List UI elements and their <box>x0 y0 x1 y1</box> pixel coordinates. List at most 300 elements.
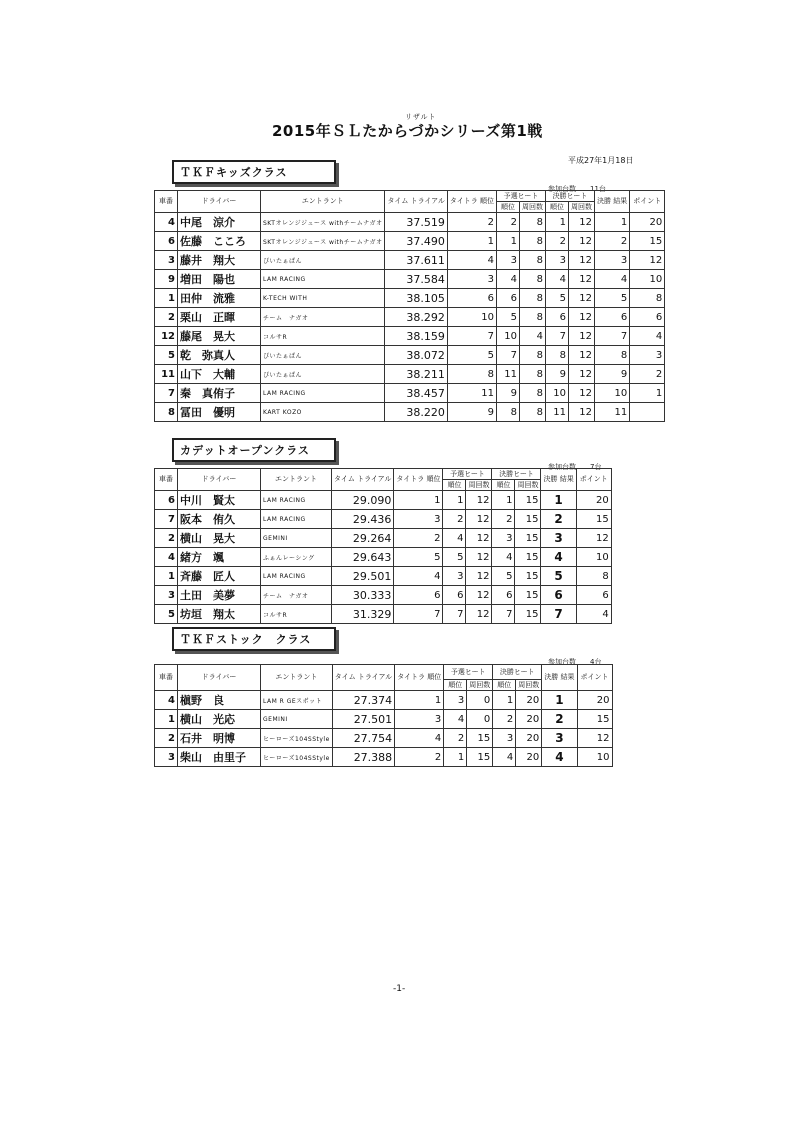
driver-name: 柴山 由里子 <box>178 748 261 767</box>
page-title: 2015年ＳＬたからづかシリーズ第1戦 <box>272 122 543 140</box>
class-title-cadet: カデットオープンクラス <box>172 438 336 462</box>
car-number: 3 <box>155 748 178 767</box>
trial-time: 29.264 <box>332 529 394 548</box>
col-heat-laps: 周回数 <box>466 480 492 491</box>
car-number: 5 <box>155 346 178 365</box>
trial-rank: 7 <box>394 605 443 624</box>
table-row <box>155 529 612 548</box>
col-tt-rank: タイトラ 順位 <box>394 469 443 491</box>
trial-time: 27.388 <box>332 748 394 767</box>
final-rank: 3 <box>545 251 568 270</box>
trial-rank: 2 <box>394 529 443 548</box>
table-row <box>155 384 665 403</box>
heat-laps: 8 <box>519 403 545 422</box>
car-number: 12 <box>155 327 178 346</box>
points: 4 <box>630 327 665 346</box>
final-laps: 12 <box>568 346 594 365</box>
car-number: 7 <box>155 384 178 403</box>
col-tt-rank: タイトラ 順位 <box>447 191 496 213</box>
heat-laps: 8 <box>519 384 545 403</box>
driver-name: 中尾 涼介 <box>178 213 261 232</box>
final-rank: 1 <box>492 491 515 510</box>
trial-time: 37.611 <box>385 251 447 270</box>
trial-time: 38.292 <box>385 308 447 327</box>
col-heat-rank: 順位 <box>496 202 519 213</box>
entrant: LAM RACING <box>261 567 332 586</box>
trial-rank: 4 <box>394 567 443 586</box>
kids-results-table <box>154 190 665 422</box>
entrant: SKTオレンジジュース withチームナガオ <box>261 213 385 232</box>
trial-rank: 1 <box>447 232 496 251</box>
heat-laps: 12 <box>466 510 492 529</box>
car-number: 11 <box>155 365 178 384</box>
final-rank: 2 <box>492 510 515 529</box>
trial-time: 29.090 <box>332 491 394 510</box>
heat-rank: 1 <box>443 491 466 510</box>
col-final: 決勝 結果 <box>541 469 576 491</box>
points: 8 <box>576 567 611 586</box>
cadet-count: 参加台数 7台 <box>548 463 602 471</box>
col-points: ポイント <box>630 191 665 213</box>
entrant: ぴいたぁぱん <box>261 346 385 365</box>
trial-rank: 3 <box>447 270 496 289</box>
final-rank: 2 <box>493 710 516 729</box>
trial-rank: 2 <box>395 748 444 767</box>
driver-name: 冨田 優明 <box>178 403 261 422</box>
table-row <box>155 586 612 605</box>
trial-rank: 6 <box>394 586 443 605</box>
final-rank: 4 <box>493 748 516 767</box>
trial-time: 38.211 <box>385 365 447 384</box>
heat-laps: 12 <box>466 567 492 586</box>
heat-laps: 8 <box>519 308 545 327</box>
car-number: 4 <box>155 213 178 232</box>
final-rank: 4 <box>492 548 515 567</box>
title-ruby: リザルト <box>405 113 437 121</box>
car-number: 4 <box>155 691 178 710</box>
col-no: 車番 <box>155 191 178 213</box>
table-row <box>155 270 665 289</box>
driver-name: 横山 晃大 <box>178 529 261 548</box>
col-time: タイム トライアル <box>332 469 394 491</box>
heat-rank: 4 <box>443 529 466 548</box>
trial-time: 38.220 <box>385 403 447 422</box>
entrant: K-TECH WITH <box>261 289 385 308</box>
final-rank: 6 <box>492 586 515 605</box>
heat-rank: 4 <box>496 270 519 289</box>
driver-name: 阪本 侑久 <box>178 510 261 529</box>
car-number: 9 <box>155 270 178 289</box>
event-date: 平成27年1月18日 <box>568 156 634 165</box>
trial-rank: 7 <box>447 327 496 346</box>
entrant: チーム ナガオ <box>261 586 332 605</box>
entrant: LAM RACING <box>261 510 332 529</box>
final-result: 7 <box>594 327 629 346</box>
car-number: 6 <box>155 232 178 251</box>
car-number: 5 <box>155 605 178 624</box>
car-number: 8 <box>155 403 178 422</box>
points: 10 <box>576 548 611 567</box>
entrant: ぴいたぁぱん <box>261 365 385 384</box>
car-number: 2 <box>155 729 178 748</box>
driver-name: 坊垣 翔太 <box>178 605 261 624</box>
final-result: 4 <box>542 748 577 767</box>
final-laps: 12 <box>568 327 594 346</box>
col-driver: ドライバー <box>178 191 261 213</box>
points: 10 <box>577 748 612 767</box>
final-result: 3 <box>541 529 576 548</box>
trial-time: 29.643 <box>332 548 394 567</box>
trial-time: 29.436 <box>332 510 394 529</box>
points: 6 <box>630 308 665 327</box>
heat-laps: 12 <box>466 586 492 605</box>
table-row <box>155 691 613 710</box>
table-row <box>155 365 665 384</box>
final-rank: 9 <box>545 365 568 384</box>
final-laps: 15 <box>515 567 541 586</box>
points <box>630 403 665 422</box>
driver-name: 田仲 流雅 <box>178 289 261 308</box>
trial-rank: 2 <box>447 213 496 232</box>
col-points: ポイント <box>576 469 611 491</box>
driver-name: 栗山 正暉 <box>178 308 261 327</box>
col-final-laps: 周回数 <box>568 202 594 213</box>
table-row <box>155 327 665 346</box>
final-rank: 7 <box>492 605 515 624</box>
heat-laps: 12 <box>466 548 492 567</box>
driver-name: 藤井 翔大 <box>178 251 261 270</box>
heat-rank: 8 <box>496 403 519 422</box>
trial-time: 30.333 <box>332 586 394 605</box>
driver-name: 増田 陽也 <box>178 270 261 289</box>
trial-rank: 3 <box>394 510 443 529</box>
driver-name: 緒方 颯 <box>178 548 261 567</box>
car-number: 7 <box>155 510 178 529</box>
points: 12 <box>577 729 612 748</box>
col-time: タイム トライアル <box>385 191 447 213</box>
col-final: 決勝 結果 <box>542 665 577 691</box>
col-entrant: エントラント <box>261 469 332 491</box>
col-driver: ドライバー <box>178 665 261 691</box>
heat-laps: 12 <box>466 491 492 510</box>
driver-name: 石井 明博 <box>178 729 261 748</box>
heat-rank: 6 <box>443 586 466 605</box>
driver-name: 藤尾 晃大 <box>178 327 261 346</box>
trial-rank: 9 <box>447 403 496 422</box>
heat-laps: 8 <box>519 365 545 384</box>
final-rank: 10 <box>545 384 568 403</box>
heat-laps: 12 <box>466 529 492 548</box>
heat-rank: 7 <box>496 346 519 365</box>
points: 20 <box>577 691 612 710</box>
driver-name: 横山 光応 <box>178 710 261 729</box>
heat-rank: 9 <box>496 384 519 403</box>
final-rank: 7 <box>545 327 568 346</box>
heat-rank: 3 <box>496 251 519 270</box>
col-tt-rank: タイトラ 順位 <box>395 665 444 691</box>
heat-laps: 8 <box>519 232 545 251</box>
heat-rank: 2 <box>443 510 466 529</box>
heat-rank: 3 <box>443 567 466 586</box>
final-result: 7 <box>541 605 576 624</box>
final-laps: 20 <box>516 710 542 729</box>
table-row <box>155 710 613 729</box>
table-row <box>155 748 613 767</box>
final-laps: 12 <box>568 251 594 270</box>
col-heat-laps: 周回数 <box>519 202 545 213</box>
final-laps: 12 <box>568 308 594 327</box>
points: 8 <box>630 289 665 308</box>
trial-time: 27.754 <box>332 729 394 748</box>
trial-time: 37.519 <box>385 213 447 232</box>
final-result: 2 <box>542 710 577 729</box>
col-final-heat: 決勝ヒート <box>492 469 541 480</box>
col-driver: ドライバー <box>178 469 261 491</box>
heat-laps: 0 <box>467 691 493 710</box>
heat-rank: 1 <box>444 748 467 767</box>
entrant: LAM RACING <box>261 270 385 289</box>
final-laps: 15 <box>515 605 541 624</box>
points: 12 <box>630 251 665 270</box>
driver-name: 斉藤 匠人 <box>178 567 261 586</box>
heat-laps: 12 <box>466 605 492 624</box>
car-number: 3 <box>155 251 178 270</box>
table-row <box>155 510 612 529</box>
final-rank: 3 <box>493 729 516 748</box>
heat-rank: 10 <box>496 327 519 346</box>
points: 10 <box>630 270 665 289</box>
car-number: 6 <box>155 491 178 510</box>
final-laps: 15 <box>515 586 541 605</box>
heat-rank: 3 <box>444 691 467 710</box>
col-heat: 予選ヒート <box>443 469 492 480</box>
final-rank: 8 <box>545 346 568 365</box>
heat-rank: 2 <box>496 213 519 232</box>
entrant: コルサR <box>261 605 332 624</box>
final-laps: 15 <box>515 510 541 529</box>
final-result: 1 <box>542 691 577 710</box>
col-heat-rank: 順位 <box>444 680 467 691</box>
car-number: 1 <box>155 289 178 308</box>
final-result: 10 <box>594 384 629 403</box>
final-rank: 1 <box>545 213 568 232</box>
table-row <box>155 567 612 586</box>
car-number: 1 <box>155 567 178 586</box>
driver-name: 中川 賢太 <box>178 491 261 510</box>
col-heat-laps: 周回数 <box>467 680 493 691</box>
entrant: SKTオレンジジュース withチームナガオ <box>261 232 385 251</box>
final-laps: 12 <box>568 365 594 384</box>
final-rank: 4 <box>545 270 568 289</box>
heat-rank: 1 <box>496 232 519 251</box>
car-number: 2 <box>155 529 178 548</box>
final-laps: 12 <box>568 213 594 232</box>
col-points: ポイント <box>577 665 612 691</box>
entrant: LAM RACING <box>261 384 385 403</box>
page-number: -1- <box>393 984 406 994</box>
entrant: ぴいたぁぱん <box>261 251 385 270</box>
driver-name: 秦 真侑子 <box>178 384 261 403</box>
trial-time: 38.457 <box>385 384 447 403</box>
heat-rank: 7 <box>443 605 466 624</box>
points: 20 <box>576 491 611 510</box>
heat-laps: 8 <box>519 213 545 232</box>
final-rank: 6 <box>545 308 568 327</box>
points: 15 <box>577 710 612 729</box>
heat-laps: 4 <box>519 327 545 346</box>
trial-rank: 4 <box>447 251 496 270</box>
final-result: 1 <box>541 491 576 510</box>
trial-time: 29.501 <box>332 567 394 586</box>
col-final-laps: 周回数 <box>515 480 541 491</box>
trial-rank: 10 <box>447 308 496 327</box>
heat-rank: 4 <box>444 710 467 729</box>
final-result: 1 <box>594 213 629 232</box>
car-number: 4 <box>155 548 178 567</box>
col-final: 決勝 結果 <box>594 191 629 213</box>
heat-laps: 8 <box>519 270 545 289</box>
col-final-rank: 順位 <box>493 680 516 691</box>
final-rank: 5 <box>492 567 515 586</box>
final-laps: 12 <box>568 270 594 289</box>
col-entrant: エントラント <box>261 665 333 691</box>
heat-rank: 5 <box>443 548 466 567</box>
final-result: 11 <box>594 403 629 422</box>
final-result: 5 <box>541 567 576 586</box>
heat-laps: 15 <box>467 729 493 748</box>
trial-time: 37.490 <box>385 232 447 251</box>
final-result: 9 <box>594 365 629 384</box>
col-final-rank: 順位 <box>492 480 515 491</box>
col-final-heat: 決勝ヒート <box>493 665 542 680</box>
heat-laps: 8 <box>519 289 545 308</box>
col-no: 車番 <box>155 469 178 491</box>
final-result: 4 <box>594 270 629 289</box>
final-result: 3 <box>594 251 629 270</box>
col-heat: 予選ヒート <box>444 665 493 680</box>
heat-rank: 6 <box>496 289 519 308</box>
table-row <box>155 403 665 422</box>
points: 15 <box>630 232 665 251</box>
trial-time: 37.584 <box>385 270 447 289</box>
final-laps: 15 <box>515 491 541 510</box>
final-result: 4 <box>541 548 576 567</box>
final-laps: 12 <box>568 384 594 403</box>
final-laps: 12 <box>568 232 594 251</box>
heat-rank: 5 <box>496 308 519 327</box>
trial-rank: 4 <box>395 729 444 748</box>
final-rank: 5 <box>545 289 568 308</box>
points: 4 <box>576 605 611 624</box>
entrant: ふぁんレーシング <box>261 548 332 567</box>
table-row <box>155 251 665 270</box>
final-laps: 12 <box>568 403 594 422</box>
stock-count: 参加台数 4台 <box>548 658 602 666</box>
points: 3 <box>630 346 665 365</box>
col-time: タイム トライアル <box>332 665 394 691</box>
points: 1 <box>630 384 665 403</box>
points: 20 <box>630 213 665 232</box>
trial-time: 38.159 <box>385 327 447 346</box>
final-result: 2 <box>594 232 629 251</box>
entrant: チーム ナガオ <box>261 308 385 327</box>
entrant: LAM RACING <box>261 491 332 510</box>
final-result: 6 <box>594 308 629 327</box>
heat-rank: 11 <box>496 365 519 384</box>
trial-rank: 5 <box>447 346 496 365</box>
final-result: 8 <box>594 346 629 365</box>
driver-name: 佐藤 こころ <box>178 232 261 251</box>
trial-rank: 1 <box>395 691 444 710</box>
heat-laps: 8 <box>519 346 545 365</box>
final-rank: 11 <box>545 403 568 422</box>
final-laps: 20 <box>516 748 542 767</box>
trial-time: 38.105 <box>385 289 447 308</box>
table-row <box>155 605 612 624</box>
entrant: ヒーローズ104SStyle <box>261 729 333 748</box>
trial-time: 27.501 <box>332 710 394 729</box>
final-rank: 2 <box>545 232 568 251</box>
trial-rank: 1 <box>394 491 443 510</box>
entrant: LAM R GEスポット <box>261 691 333 710</box>
heat-laps: 8 <box>519 251 545 270</box>
table-row <box>155 308 665 327</box>
driver-name: 山下 大輔 <box>178 365 261 384</box>
trial-time: 27.374 <box>332 691 394 710</box>
col-final-rank: 順位 <box>545 202 568 213</box>
class-title-kids: ＴＫＦキッズクラス <box>172 160 336 184</box>
final-result: 2 <box>541 510 576 529</box>
trial-rank: 11 <box>447 384 496 403</box>
trial-rank: 6 <box>447 289 496 308</box>
table-row <box>155 548 612 567</box>
class-title-stock: ＴＫＦストック クラス <box>172 627 336 651</box>
points: 15 <box>576 510 611 529</box>
final-laps: 15 <box>515 529 541 548</box>
final-result: 5 <box>594 289 629 308</box>
points: 2 <box>630 365 665 384</box>
trial-rank: 5 <box>394 548 443 567</box>
driver-name: 乾 弥真人 <box>178 346 261 365</box>
final-rank: 1 <box>493 691 516 710</box>
trial-time: 38.072 <box>385 346 447 365</box>
final-result: 6 <box>541 586 576 605</box>
final-rank: 3 <box>492 529 515 548</box>
trial-rank: 8 <box>447 365 496 384</box>
entrant: コルサR <box>261 327 385 346</box>
table-row <box>155 729 613 748</box>
trial-rank: 3 <box>395 710 444 729</box>
car-number: 1 <box>155 710 178 729</box>
cadet-results-table <box>154 468 612 624</box>
driver-name: 槇野 良 <box>178 691 261 710</box>
trial-time: 31.329 <box>332 605 394 624</box>
table-row <box>155 232 665 251</box>
kids-count: 参加台数 11台 <box>548 185 606 193</box>
col-final-heat: 決勝ヒート <box>545 191 594 202</box>
col-heat: 予選ヒート <box>496 191 545 202</box>
col-heat-rank: 順位 <box>443 480 466 491</box>
table-row <box>155 289 665 308</box>
entrant: GEMINI <box>261 529 332 548</box>
final-laps: 15 <box>515 548 541 567</box>
car-number: 2 <box>155 308 178 327</box>
points: 12 <box>576 529 611 548</box>
col-no: 車番 <box>155 665 178 691</box>
table-row <box>155 213 665 232</box>
points: 6 <box>576 586 611 605</box>
col-entrant: エントラント <box>261 191 385 213</box>
